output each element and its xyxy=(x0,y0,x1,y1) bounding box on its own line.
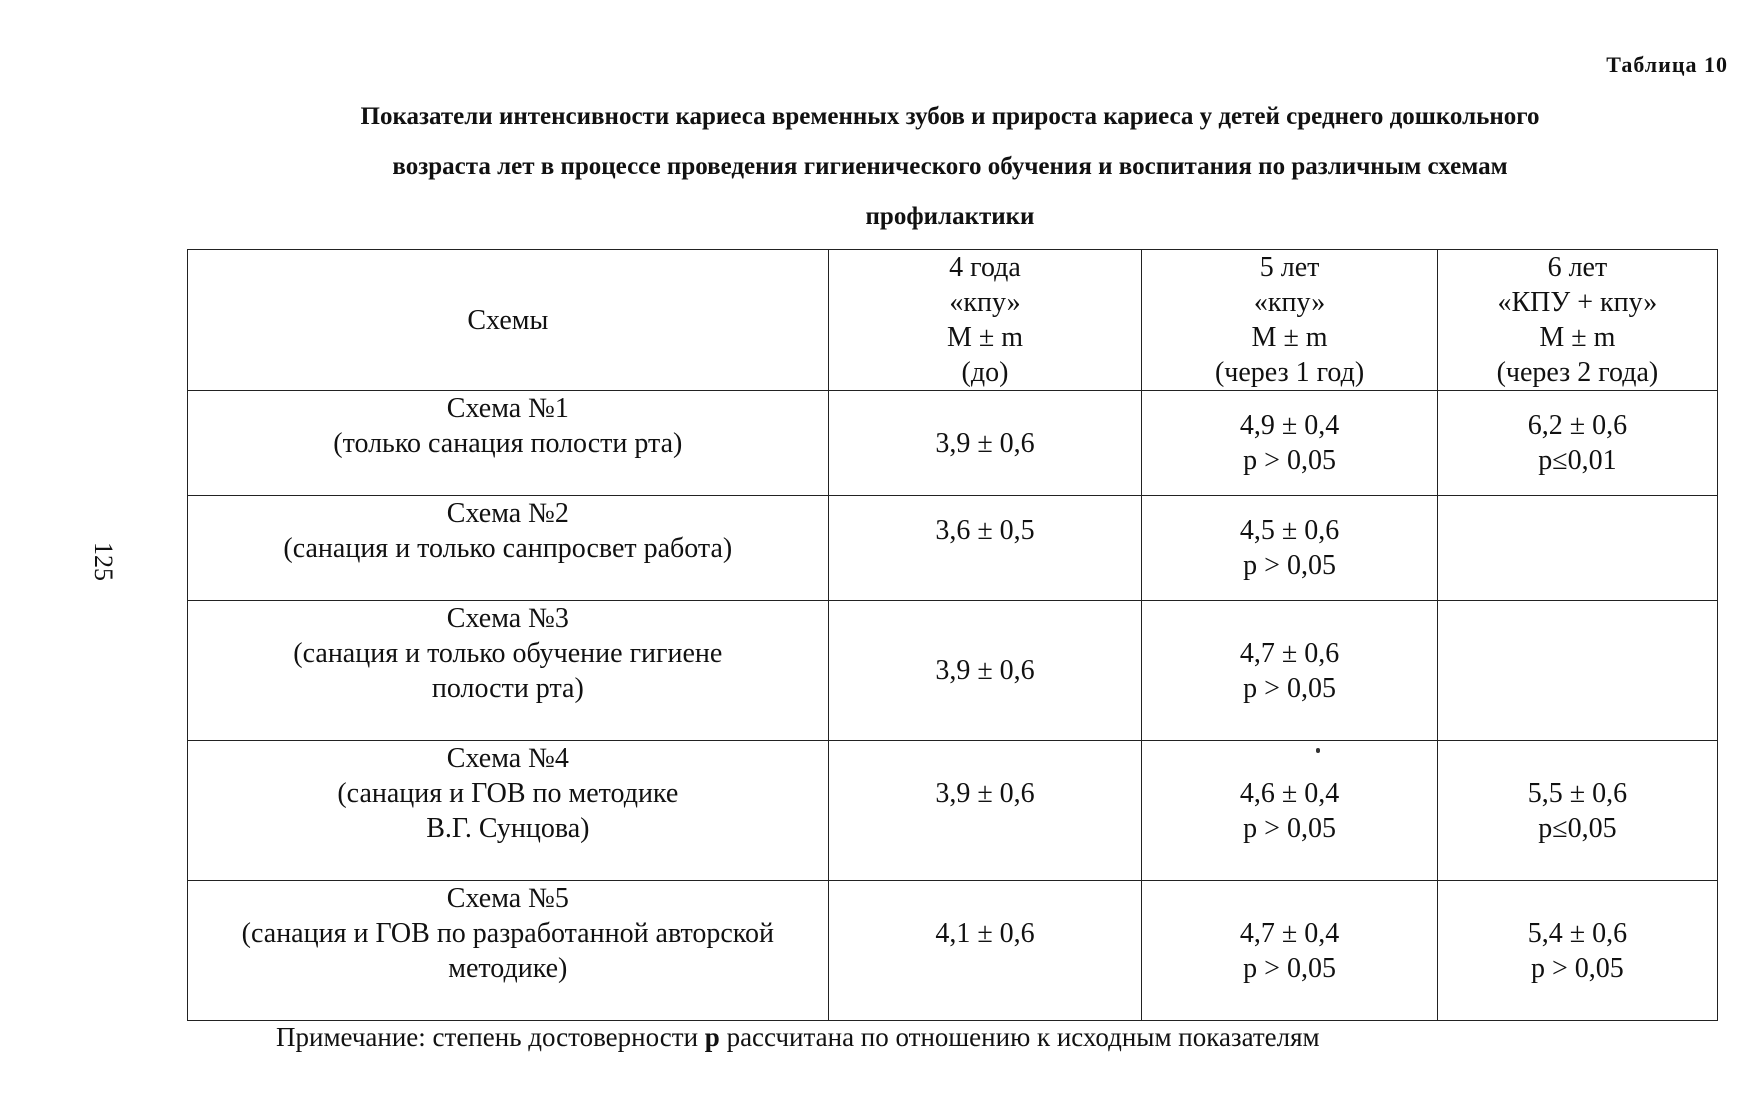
header-4-stat: M ± m xyxy=(946,322,1024,353)
header-4-index: «кпу» xyxy=(949,287,1021,318)
table-title xyxy=(200,92,1700,242)
header-6-index: «КПУ + кпу» xyxy=(1497,287,1658,318)
page-number: 125 xyxy=(89,542,118,581)
scheme-5-6y-value: 5,4 ± 0,6 xyxy=(1527,918,1628,949)
header-row xyxy=(188,250,1718,391)
title-line-3: профилактики xyxy=(865,203,1035,230)
cell-scheme-4-6y xyxy=(1437,741,1717,881)
table-row-scheme-1 xyxy=(188,391,1718,496)
table-row-scheme-4 xyxy=(188,741,1718,881)
scheme-3-desc-1: (санация и только обучение гигиене xyxy=(293,638,723,669)
table-label: Таблица 10 xyxy=(1606,52,1728,77)
scheme-4-6y-value: 5,5 ± 0,6 xyxy=(1527,778,1628,809)
cell-scheme-2-6y xyxy=(1437,496,1717,601)
scheme-5-name: Схема №5 xyxy=(446,883,569,914)
scheme-5-5y-value: 4,7 ± 0,4 xyxy=(1239,918,1340,949)
scheme-3-5y-p: p > 0,05 xyxy=(1243,672,1336,704)
header-6-age: 6 лет xyxy=(1547,252,1608,283)
scheme-2-5y-value: 4,5 ± 0,6 xyxy=(1239,515,1340,546)
scheme-1-5y-value: 4,9 ± 0,4 xyxy=(1239,410,1340,441)
cell-scheme-5-4y: 4,1 ± 0,6 xyxy=(828,881,1142,1021)
title-line-2: возраста лет в процессе проведения гигиенического обучения и воспитания по различным схемам xyxy=(392,153,1508,180)
cell-scheme-1 xyxy=(188,391,829,496)
scheme-4-6y-p: p≤0,05 xyxy=(1538,813,1617,844)
scheme-2-name: Схема №2 xyxy=(446,498,569,529)
header-6-years xyxy=(1437,250,1717,391)
cell-scheme-5-5y xyxy=(1142,881,1437,1021)
cell-scheme-3-4y: 3,9 ± 0,6 xyxy=(828,601,1142,741)
scheme-1-6y-value: 6,2 ± 0,6 xyxy=(1527,410,1628,441)
data-table xyxy=(187,249,1718,1021)
scheme-5-5y-p: p > 0,05 xyxy=(1243,953,1336,984)
scheme-1-desc: (только санация полости рта) xyxy=(333,428,683,459)
scheme-3-name: Схема №3 xyxy=(446,603,569,634)
scheme-1-5y-p: p > 0,05 xyxy=(1243,445,1336,476)
header-5-age: 5 лет xyxy=(1259,252,1320,283)
table-row-scheme-3 xyxy=(188,601,1718,741)
scheme-4-5y-value: 4,6 ± 0,4 xyxy=(1239,778,1340,809)
header-6-stat: M ± m xyxy=(1539,322,1616,353)
title-line-1: Показатели интенсивности кариеса временных зубов и прироста кариеса у детей среднего дошкольного xyxy=(360,103,1540,130)
note-suffix: рассчитана по отношению к исходным показателям xyxy=(719,1022,1320,1052)
scheme-4-desc-1: (санация и ГОВ по методике xyxy=(337,778,679,809)
scheme-3-desc-2: полости рта) xyxy=(431,673,584,704)
scan-speck xyxy=(1316,748,1320,753)
cell-scheme-4-5y xyxy=(1142,741,1437,881)
cell-scheme-1-6y xyxy=(1437,391,1717,496)
cell-scheme-2 xyxy=(188,496,829,601)
header-6-period: (через 2 года) xyxy=(1496,357,1659,388)
header-5-stat: M ± m xyxy=(1251,322,1328,353)
scheme-4-5y-p: p > 0,05 xyxy=(1243,813,1336,844)
note-prefix: Примечание: степень достоверности xyxy=(276,1022,705,1052)
scheme-2-5y-p: p > 0,05 xyxy=(1243,550,1336,581)
header-5-period: (через 1 год) xyxy=(1214,357,1365,388)
scheme-2-desc: (санация и только санпросвет работа) xyxy=(283,533,733,564)
cell-scheme-4-4y: 3,9 ± 0,6 xyxy=(828,741,1142,881)
cell-scheme-5 xyxy=(188,881,829,1021)
cell-scheme-3-5y xyxy=(1142,601,1437,741)
table-row-scheme-5 xyxy=(188,881,1718,1021)
scheme-3-5y-value: 4,7 ± 0,6 xyxy=(1239,637,1340,669)
cell-scheme-3-6y xyxy=(1437,601,1717,741)
header-4-age: 4 года xyxy=(949,252,1021,283)
cell-scheme-5-6y xyxy=(1437,881,1717,1021)
scheme-4-desc-2: В.Г. Сунцова) xyxy=(426,813,590,844)
scheme-4-name: Схема №4 xyxy=(446,743,569,774)
scheme-1-name: Схема №1 xyxy=(446,393,569,424)
note-p-symbol: р xyxy=(704,1022,720,1052)
cell-scheme-4 xyxy=(188,741,829,881)
table-note xyxy=(276,1022,1320,1053)
cell-scheme-2-5y xyxy=(1142,496,1437,601)
cell-scheme-1-4y: 3,9 ± 0,6 xyxy=(828,391,1142,496)
header-scheme: Схемы xyxy=(188,250,829,391)
cell-scheme-3 xyxy=(188,601,829,741)
scheme-1-6y-p: p≤0,01 xyxy=(1538,445,1617,476)
scheme-5-desc-2: методике) xyxy=(448,953,568,984)
header-4-years xyxy=(828,250,1142,391)
cell-scheme-1-5y xyxy=(1142,391,1437,496)
scheme-5-6y-p: p > 0,05 xyxy=(1531,953,1624,984)
cell-scheme-2-4y: 3,6 ± 0,5 xyxy=(828,496,1142,601)
scheme-5-desc-1: (санация и ГОВ по разработанной авторской xyxy=(241,918,774,949)
header-5-index: «кпу» xyxy=(1253,287,1326,318)
header-5-years xyxy=(1142,250,1437,391)
header-4-period: (до) xyxy=(961,357,1009,388)
table-row-scheme-2 xyxy=(188,496,1718,601)
